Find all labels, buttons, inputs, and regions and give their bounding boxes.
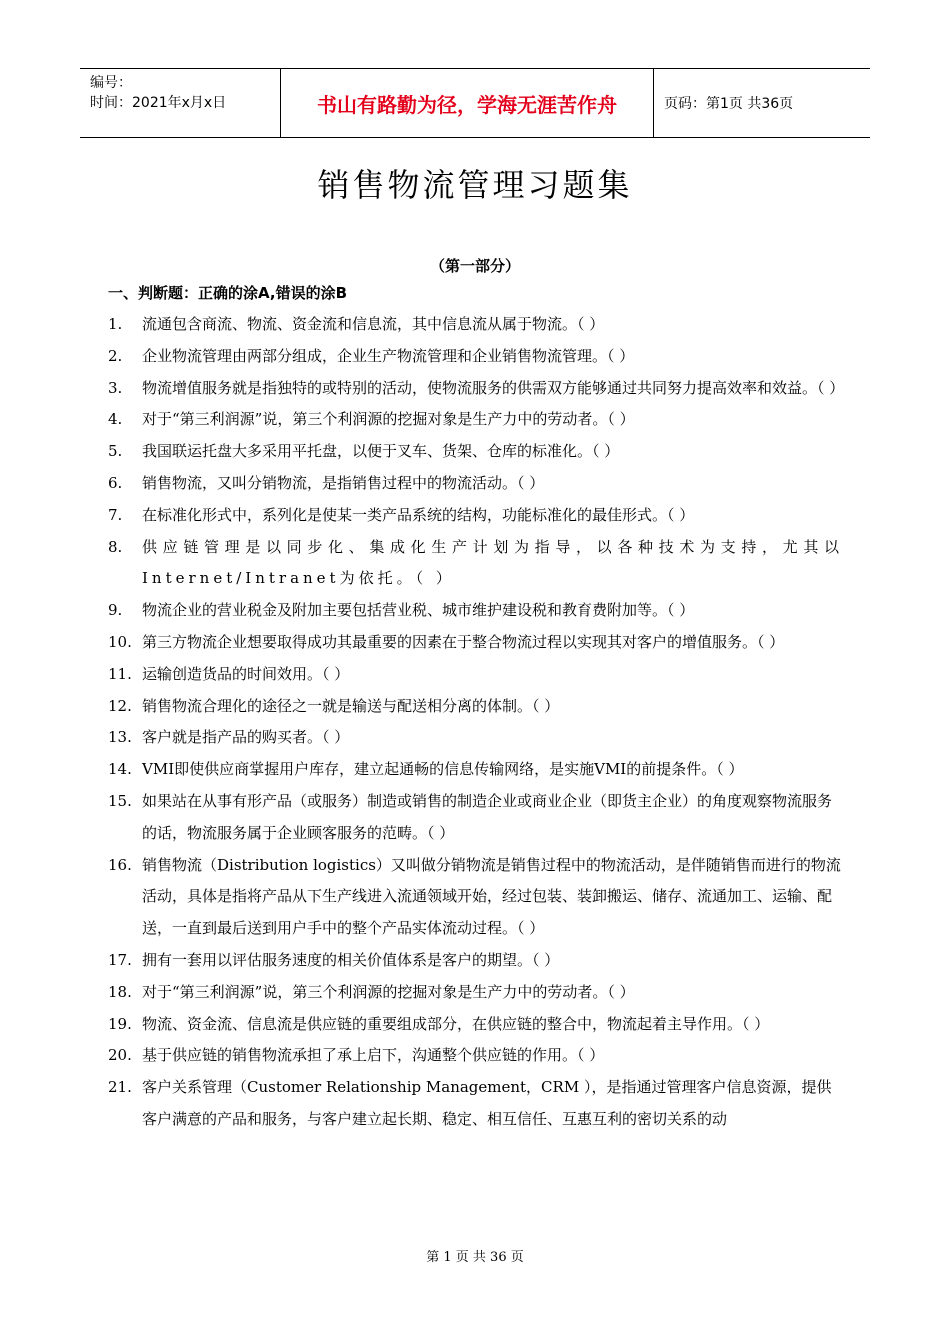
item-number: 10. xyxy=(108,632,132,651)
list-item xyxy=(108,722,843,754)
page-footer: 第 1 页 共 36 页 xyxy=(426,1250,524,1265)
item-number: 4. xyxy=(108,410,123,429)
section-heading: 一、判断题：正确的涂A,错误的涂B xyxy=(108,284,348,302)
document-title: 销售物流管理习题集 xyxy=(317,166,633,204)
item-text: 对于“第三利润源”说，第三个利润源的挖掘对象是生产力中的劳动者。（ ） xyxy=(142,982,635,1001)
list-item xyxy=(108,468,843,500)
item-text: 企业物流管理由两部分组成，企业生产物流管理和企业销售物流管理。（ ） xyxy=(142,346,635,365)
item-text: 销售物流合理化的途径之一就是输送与配送相分离的体制。（ ） xyxy=(142,696,560,715)
item-text: 拥有一套用以评估服务速度的相关价值体系是客户的期望。（ ） xyxy=(142,950,560,969)
item-text: 第三方物流企业想要取得成功其最重要的因素在于整合物流过程以实现其对客户的增值服务。（ ） xyxy=(142,632,785,651)
item-number: 20. xyxy=(108,1046,132,1065)
item-number: 7. xyxy=(108,505,123,524)
item-text: 供应链管理是以同步化、集成化生产计划为指导，以各种技术为支持，尤其以Internet/Intranet为依托。（ ） xyxy=(142,537,843,588)
list-item xyxy=(108,691,843,723)
item-text: 对于“第三利润源”说，第三个利润源的挖掘对象是生产力中的劳动者。（ ） xyxy=(142,410,635,429)
item-text: 如果站在从事有形产品（或服务）制造或销售的制造企业或商业企业（即货主企业）的角度观察物流服务的话，物流服务属于企业顾客服务的范畴。（ ） xyxy=(142,791,833,842)
list-item xyxy=(108,1072,843,1136)
item-text: 流通包含商流、物流、资金流和信息流，其中信息流从属于物流。（ ） xyxy=(142,315,605,333)
list-item xyxy=(108,977,843,1009)
question-list xyxy=(108,309,843,1136)
item-text: 物流增值服务就是指独特的或特别的活动，使物流服务的供需双方能够通过共同努力提高效率和效益。（ ） xyxy=(142,378,845,397)
item-number: 15. xyxy=(108,791,132,810)
item-text: 销售物流（Distribution logistics）又叫做分销物流是销售过程中的物流活动，是伴随销售而进行的物流活动，具体是指将产品从下生产线进入流通领域开始，经过包装、装卸搬运、储存、流通加工、运输、配送，一直到最后送到用户手中的整个产品实体流动过程。（ ） xyxy=(142,855,841,938)
list-item xyxy=(108,436,843,468)
item-text: 运输创造货品的时间效用。（ ） xyxy=(142,664,350,683)
list-item xyxy=(108,786,843,850)
item-number: 13. xyxy=(108,728,132,747)
list-item xyxy=(108,945,843,977)
list-item xyxy=(108,627,843,659)
item-number: 19. xyxy=(108,1014,132,1033)
list-item xyxy=(108,373,843,405)
item-text: VMI即使供应商掌握用户库存，建立起通畅的信息传输网络，是实施VMI的前提条件。（ ） xyxy=(142,760,744,779)
item-number: 9. xyxy=(108,601,123,620)
item-number: 3. xyxy=(108,378,123,397)
list-item xyxy=(108,1009,843,1041)
item-number: 8. xyxy=(108,537,123,556)
list-item xyxy=(108,1040,843,1072)
header-meta-cell xyxy=(80,69,281,137)
item-text: 物流企业的营业税金及附加主要包括营业税、城市维护建设税和教育费附加等。（ ） xyxy=(142,601,695,620)
list-item xyxy=(108,595,843,627)
item-number: 14. xyxy=(108,760,132,779)
list-item xyxy=(108,309,843,341)
part-heading: （第一部分） xyxy=(429,257,520,275)
item-number: 2. xyxy=(108,346,123,365)
item-number: 16. xyxy=(108,855,132,874)
item-text: 客户就是指产品的购买者。（ ） xyxy=(142,728,350,747)
item-number: 6. xyxy=(108,473,123,492)
item-text: 销售物流，又叫分销物流，是指销售过程中的物流活动。（ ） xyxy=(142,473,545,492)
header-motto: 书山有路勤为径，学海无涯苦作舟 xyxy=(281,69,654,137)
list-item xyxy=(108,341,843,373)
item-number: 11. xyxy=(108,664,132,683)
item-text: 我国联运托盘大多采用平托盘，以便于叉车、货架、仓库的标准化。（ ） xyxy=(142,442,620,461)
document-number-label: 编号： xyxy=(90,75,132,91)
list-item xyxy=(108,850,843,945)
item-number: 5. xyxy=(108,442,123,461)
header-table xyxy=(80,68,870,138)
list-item xyxy=(108,532,843,596)
item-number: 12. xyxy=(108,696,132,715)
header-page-count: 页码：第1页 共36页 xyxy=(664,96,794,112)
list-item xyxy=(108,754,843,786)
item-text: 基于供应链的销售物流承担了承上启下，沟通整个供应链的作用。（ ） xyxy=(142,1046,605,1065)
list-item xyxy=(108,404,843,436)
item-number: 17. xyxy=(108,950,132,969)
list-item xyxy=(108,659,843,691)
item-text: 在标准化形式中，系列化是使某一类产品系统的结构，功能标准化的最佳形式。（ ） xyxy=(142,505,695,524)
item-number: 21. xyxy=(108,1078,132,1097)
item-text: 物流、资金流、信息流是供应链的重要组成部分，在供应链的整合中，物流起着主导作用。（ ） xyxy=(142,1014,770,1033)
item-number: 18. xyxy=(108,982,132,1001)
item-number: 1. xyxy=(108,315,123,333)
document-date-label: 时间：2021年x月x日 xyxy=(90,95,227,111)
list-item xyxy=(108,500,843,532)
item-text: 客户关系管理（Customer Relationship Management，CRM ），是指通过管理客户信息资源，提供客户满意的产品和服务，与客户建立起长期、稳定、相互信任、互惠互利的密切关系的动 xyxy=(142,1078,832,1128)
